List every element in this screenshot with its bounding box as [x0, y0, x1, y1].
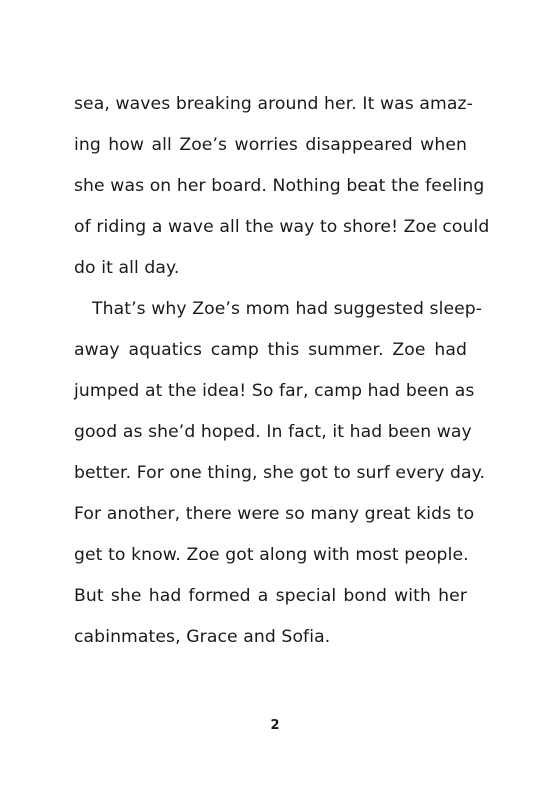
text-line: do it all day.	[74, 258, 180, 278]
text-line: of riding a wave all the way to shore! Zoe could	[74, 217, 490, 237]
text-line: away aquatics camp this summer. Zoe had	[74, 340, 467, 360]
text-line: good as she’d hoped. In fact, it had been way	[74, 422, 472, 442]
text-line: she was on her board. Nothing beat the feeling	[74, 176, 485, 196]
text-line: sea, waves breaking around her. It was amaz-	[74, 94, 473, 114]
page-number: 2	[270, 718, 280, 733]
text-line: ing how all Zoe’s worries disappeared when	[74, 135, 467, 155]
text-line: get to know. Zoe got along with most people.	[74, 545, 469, 565]
text-line: jumped at the idea! So far, camp had been as	[74, 381, 475, 401]
text-line: cabinmates, Grace and Sofia.	[74, 627, 331, 647]
text-line: But she had formed a special bond with her	[74, 586, 467, 606]
text-line: better. For one thing, she got to surf every day.	[74, 463, 486, 483]
text-line: That’s why Zoe’s mom had suggested sleep-	[92, 299, 483, 319]
text-line: For another, there were so many great kids to	[74, 504, 475, 524]
